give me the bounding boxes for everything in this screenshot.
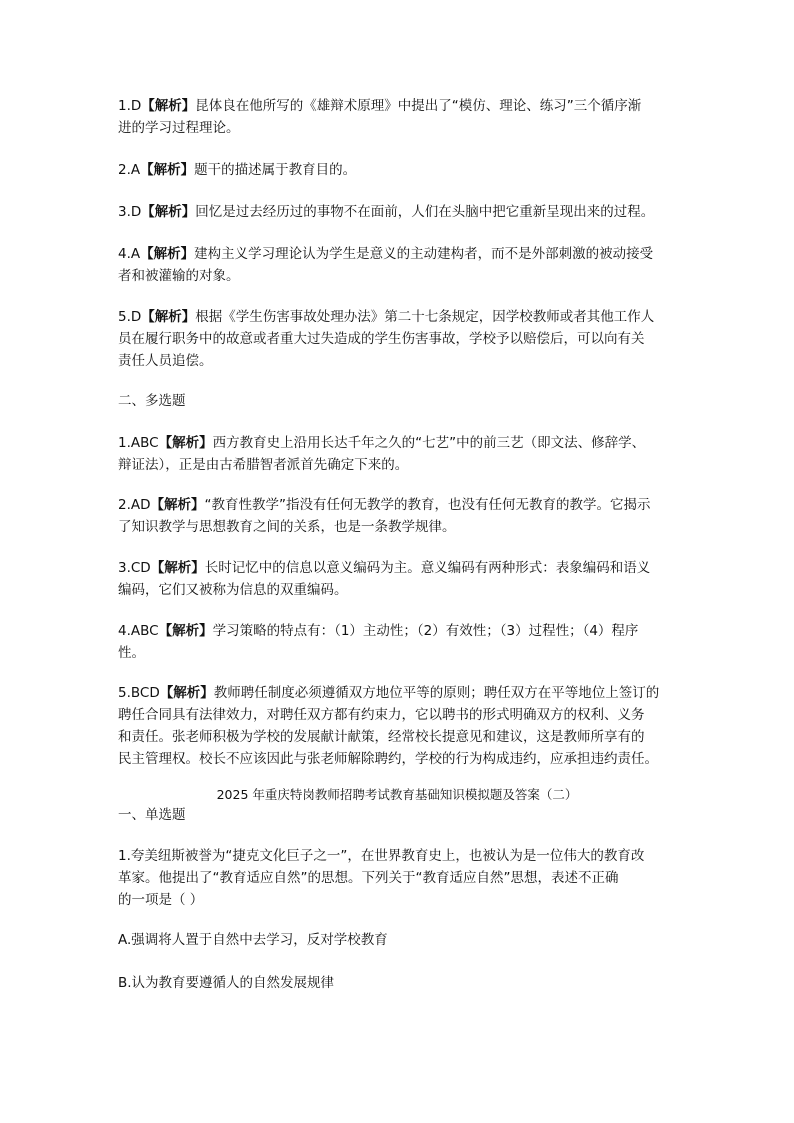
answer-item (118, 159, 676, 181)
answer-line: 和责任。张老师积极为学校的发展献计献策，经常校长提意见和建议，这是教师所享有的 (118, 729, 645, 745)
answer-line (118, 620, 676, 642)
answer-number: 1.ABC (118, 435, 159, 451)
option-a: A.强调将人置于自然中去学习，反对学校教育 (118, 932, 388, 948)
answer-line (118, 557, 676, 579)
answer-line: 性。 (118, 645, 145, 661)
answer-item (118, 620, 676, 664)
answer-item (118, 682, 676, 770)
section-heading-single: 一、单选题 (118, 807, 186, 823)
answer-line: 民主管理权。校长不应该因此与张老师解除聘约，学校的行为构成违约，应承担违约责任。 (118, 751, 658, 767)
option-b: B.认为教育要遵循人的自然发展规律 (118, 975, 335, 991)
analysis-tag: 【解析】 (141, 204, 196, 220)
answer-line: 辩证法），正是由古希腊智者派首先确定下来的。 (118, 457, 409, 473)
answer-line (118, 201, 676, 223)
question-line: 1.夸美纽斯被誉为“捷克文化巨子之一”，在世界教育史上，也被认为是一位伟大的教育改 (118, 848, 645, 864)
answer-item (118, 494, 676, 538)
answer-line (118, 159, 676, 181)
answer-text: 学习策略的特点有：（1）主动性；（2）有效性；（3）过程性；（4）程序 (212, 623, 639, 639)
answer-text: 根据《学生伤害事故处理办法》第二十七条规定，因学校教师或者其他工作人 (195, 309, 655, 325)
analysis-tag: 【解析】 (150, 497, 205, 513)
answer-line (118, 306, 676, 328)
question-stem (118, 845, 676, 911)
answer-text: 昆体良在他所写的《雄辩术原理》中提出了“模仿、理论、练习”三个循序渐 (195, 98, 642, 114)
answer-text: 西方教育史上沿用长达千年之久的“七艺”中的前三艺（即文法、修辞学、 (212, 435, 646, 451)
answer-line: 员在履行职务中的故意或者重大过失造成的学生伤害事故，学校予以赔偿后，可以向有关 (118, 331, 645, 347)
answer-text: 题干的描述属于教育目的。 (194, 162, 357, 178)
exam-title: 2025 年重庆特岗教师招聘考试教育基础知识模拟题及答案（二） (216, 787, 578, 802)
answer-line (118, 682, 676, 704)
answer-item (118, 306, 676, 372)
analysis-tag: 【解析】 (158, 623, 213, 639)
question-line: 革家。他提出了“教育适应自然”的思想。下列关于“教育适应自然”思想，表述不正确 (118, 870, 619, 886)
answer-line (118, 494, 676, 516)
answer-line: 进的学习过程理论。 (118, 120, 240, 136)
answer-text: 建构主义学习理论认为学生是意义的主动建构者，而不是外部刺激的被动接受 (194, 246, 654, 262)
answer-text: 教师聘任制度必须遵循双方地位平等的原则；聘任双方在平等地位上签订的 (213, 685, 660, 701)
analysis-tag: 【解析】 (141, 309, 196, 325)
analysis-tag: 【解析】 (158, 435, 213, 451)
answer-number: 3.D (118, 204, 142, 220)
analysis-tag: 【解析】 (141, 98, 196, 114)
section-heading-multi: 二、多选题 (118, 393, 186, 409)
answer-number: 4.A (118, 246, 141, 262)
analysis-tag: 【解析】 (150, 560, 205, 576)
answer-line: 了知识教学与思想教育之间的关系，也是一条教学规律。 (118, 519, 456, 535)
answer-line: 者和被灌输的对象。 (118, 268, 240, 284)
answer-text: 长时记忆中的信息以意义编码为主。意义编码有两种形式：表象编码和语义 (204, 560, 651, 576)
answer-number: 1.D (118, 98, 142, 114)
answer-line (118, 432, 676, 454)
answer-line: 编码，它们又被称为信息的双重编码。 (118, 582, 348, 598)
answer-number: 3.CD (118, 560, 151, 576)
answer-item (118, 557, 676, 601)
analysis-tag: 【解析】 (140, 162, 195, 178)
analysis-tag: 【解析】 (159, 685, 214, 701)
answer-line: 聘任合同具有法律效力，对聘任双方都有约束力，它以聘书的形式明确双方的权利、义务 (118, 707, 645, 723)
answer-number: 2.AD (118, 497, 151, 513)
answer-line (118, 243, 676, 265)
answer-text: “教育性教学”指没有任何无教学的教育，也没有任何无教育的教学。它揭示 (204, 497, 651, 513)
answer-item (118, 201, 676, 223)
answer-item (118, 243, 676, 287)
answer-item (118, 432, 676, 476)
answer-line (118, 95, 676, 117)
answer-number: 5.D (118, 309, 142, 325)
answer-item (118, 95, 676, 139)
answer-number: 2.A (118, 162, 141, 178)
answer-line: 责任人员追偿。 (118, 353, 213, 369)
question-line: 的一项是（ ） (118, 892, 204, 908)
answer-text: 回忆是过去经历过的事物不在面前，人们在头脑中把它重新呈现出来的过程。 (195, 204, 655, 220)
analysis-tag: 【解析】 (140, 246, 195, 262)
answer-number: 4.ABC (118, 623, 159, 639)
answer-number: 5.BCD (118, 685, 160, 701)
